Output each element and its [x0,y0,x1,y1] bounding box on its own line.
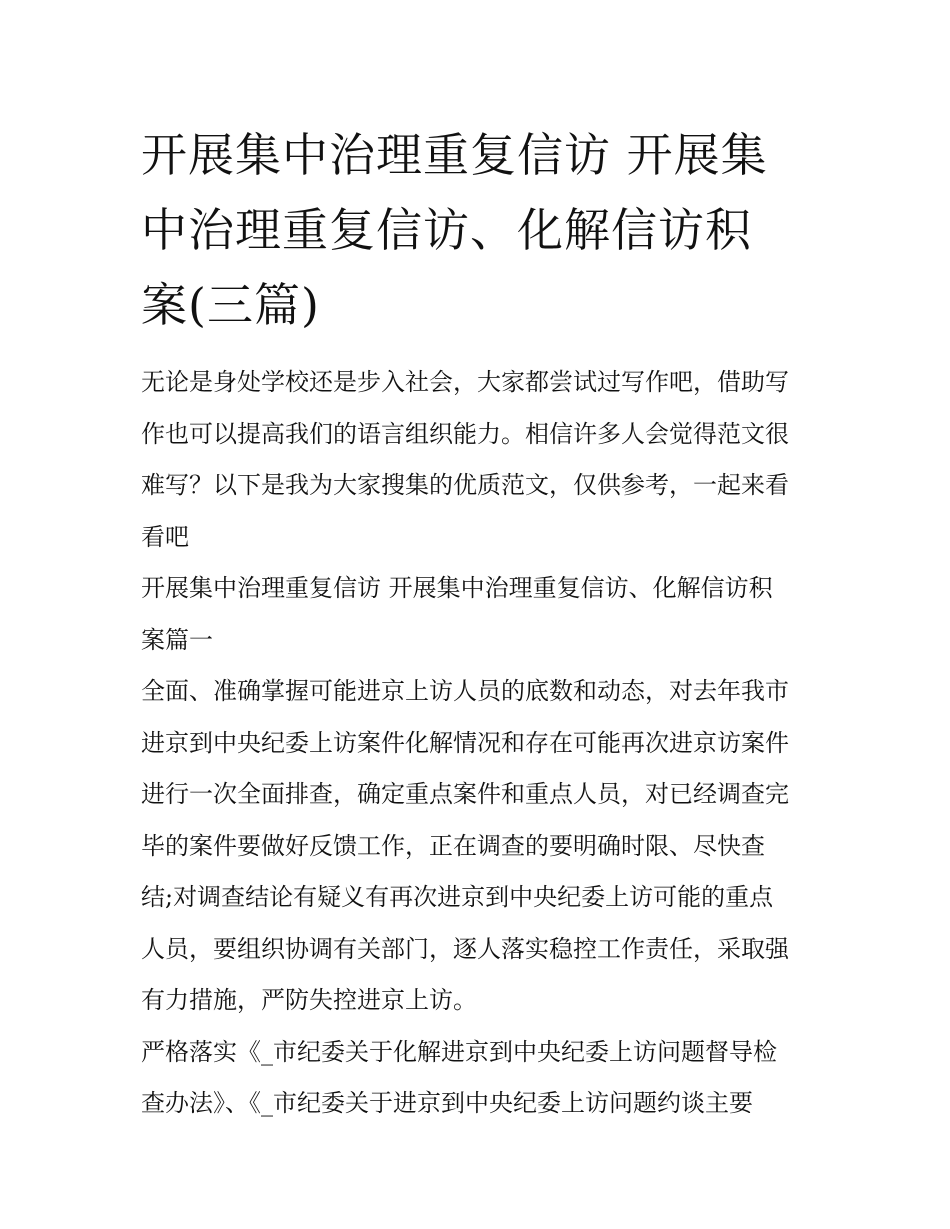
text-line: 进行一次全面排查，确定重点案件和重点人员，对已经调查完 [141,780,789,808]
text-line: 作也可以提高我们的语言组织能力。相信许多人会觉得范文很 [141,419,789,448]
text-line: 进京到中央纪委上访案件化解情况和存在可能再次进京访案件 [141,728,789,757]
text-line: 看吧 [141,522,189,551]
document-content [141,118,821,1130]
title-line: 开展集中治理重复信访 开展集 [141,128,768,182]
title-line: 案(三篇) [141,278,320,332]
document-body [141,357,821,1130]
body-paragraph-1 [141,666,821,1027]
text-line: 案篇一 [141,625,213,654]
text-line: 全面、准确掌握可能进京上访人员的底数和动态，对去年我市 [141,677,789,705]
text-line: 严格落实《_市纪委关于化解进京到中央纪委上访问题督导检 [141,1037,777,1066]
intro-paragraph [141,357,821,563]
section-heading [141,563,821,666]
text-line: 开展集中治理重复信访 开展集中治理重复信访、化解信访积 [141,574,773,602]
title-line: 中治理重复信访、化解信访积 [141,203,752,257]
text-line: 难写？以下是我为大家搜集的优质范文，仅供参考，一起来看 [141,471,789,499]
text-line: 查办法》、《_市纪委关于进京到中央纪委上访问题约谈主要 [141,1089,753,1117]
text-line: 毕的案件要做好反馈工作，正在调查的要明确时限、尽快查 [141,831,765,860]
text-line: 有力措施，严防失控进京上访。 [141,986,477,1014]
body-paragraph-2 [141,1027,821,1130]
text-line: 无论是身处学校还是步入社会，大家都尝试过写作吧，借助写 [141,368,789,396]
text-line: 人员，要组织协调有关部门，逐人落实稳控工作责任，采取强 [141,934,789,963]
text-line: 结;对调查结论有疑义有再次进京到中央纪委上访可能的重点 [141,883,774,911]
document-title [141,118,821,343]
